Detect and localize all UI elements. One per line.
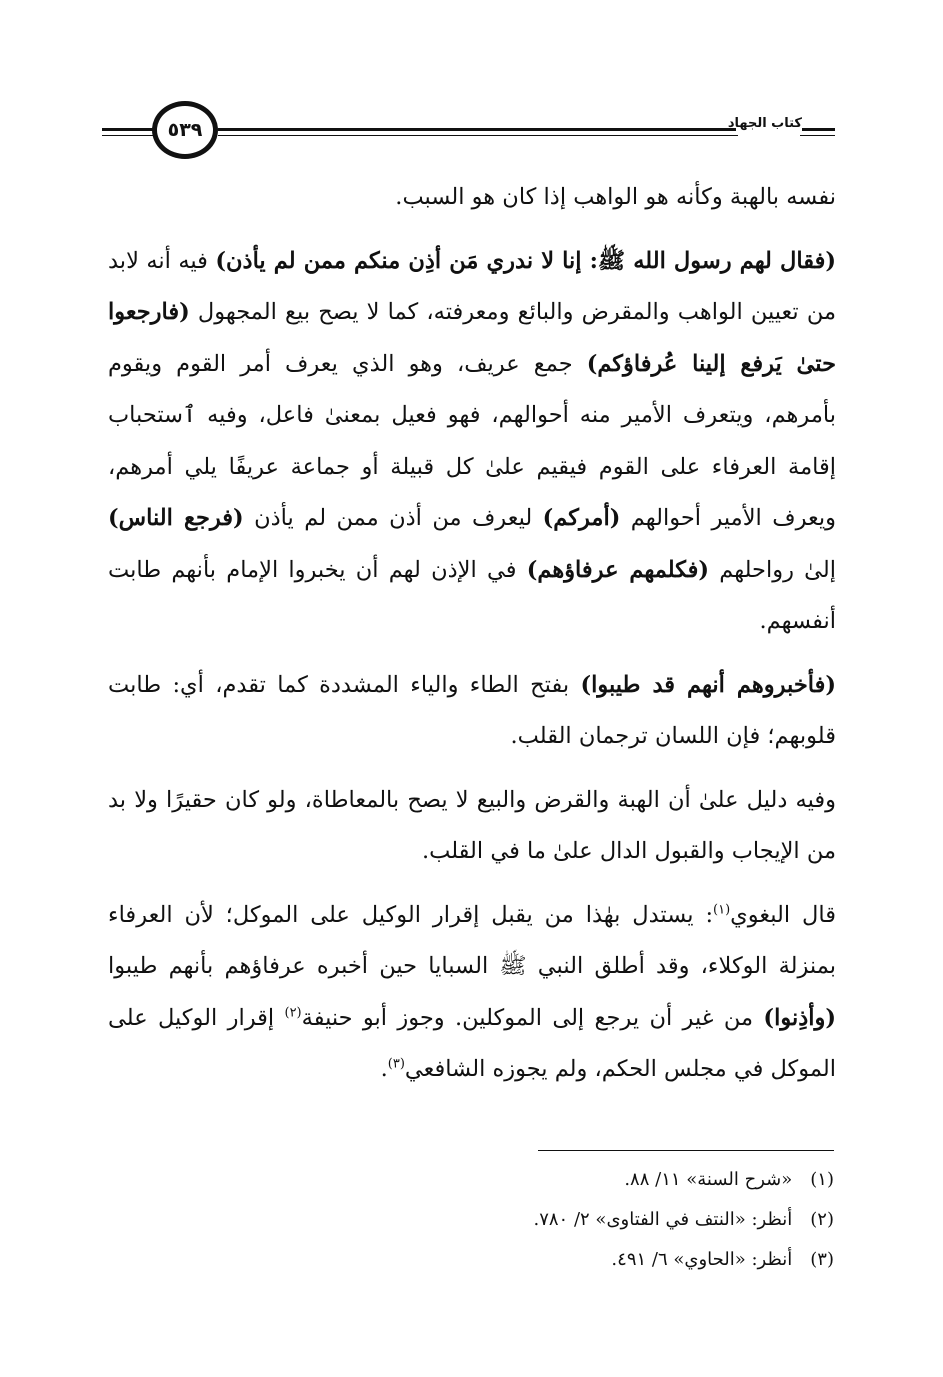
- footnote-text: «شرح السنة» ١١/ ٨٨.: [624, 1169, 793, 1190]
- page-number-badge: [152, 101, 218, 159]
- paragraph: [108, 890, 836, 1096]
- chapter-title: كتاب الجهاد: [727, 116, 802, 131]
- text-run: بفتح الطاء والياء المشددة كما تقدم، أي: طابت قلوبهم؛ فإن اللسان ترجمان القلب.: [108, 671, 836, 749]
- text-run: ليعرف من أذن ممن لم يأذن: [243, 505, 543, 531]
- page-header: [100, 100, 835, 166]
- text-run: .: [380, 1056, 388, 1082]
- text-run: نفسه بالهبة وكأنه هو الواهب إذا كان هو السبب.: [395, 184, 836, 210]
- header-rule: [218, 128, 738, 131]
- footnotes: [108, 1160, 834, 1280]
- footnote-separator: [538, 1150, 834, 1151]
- quoted-hadith: (فرجع الناس): [108, 505, 244, 531]
- text-run: جمع عريف، وهو الذي يعرف أمر القوم ويقوم بأمرهم، ويتعرف الأمير منه أحوالهم، فهو فعيل بمعنىٰ فاعل، وفيه ٱستحباب إقامة العرفاء على القوم فيقيم علىٰ كل قبيلة أو جماعة عريفًا يلي أمرهم، ويعرف الأمير أحوالهم: [108, 350, 836, 531]
- quoted-hadith: (فارجعوا حتىٰ يَرفع إلينا عُرفاؤكم): [108, 299, 836, 377]
- main-text: [108, 172, 836, 1096]
- footnote: [108, 1200, 834, 1240]
- quoted-hadith: (أمركم): [542, 505, 621, 531]
- footnote-ref[interactable]: (٢): [284, 1005, 302, 1020]
- header-rule: [218, 135, 738, 136]
- text-run: إقرار الوكيل على الموكل في مجلس الحكم، ولم يجوزه الشافعي: [108, 1004, 836, 1082]
- header-rule: [800, 135, 835, 136]
- footnote-number: (١): [810, 1169, 834, 1190]
- footnote: [108, 1160, 834, 1200]
- footnote-ref[interactable]: (١): [713, 902, 731, 917]
- quoted-hadith: (وأذِنوا): [763, 1004, 836, 1031]
- text-run: فيه أنه لابد من تعيين الواهب والمقرض والبائع ومعرفته، كما لا يصح بيع المجهول: [108, 247, 836, 325]
- paragraph: [108, 775, 836, 878]
- footnote-number: (٣): [810, 1249, 834, 1270]
- quoted-hadith: (فكلمهم عرفاؤهم): [526, 556, 710, 583]
- footnote-number: (٢): [810, 1209, 834, 1230]
- page-number: ٥٣٩: [167, 119, 203, 141]
- paragraph: [108, 660, 836, 763]
- text-run: : يستدل بهٰذا من يقبل إقرار الوكيل على الموكل؛ لأن العرفاء بمنزلة الوكلاء، وقد أطلق النبي ﷺ السبايا حين أخبره عرفاؤهم بأنهم طيبوا: [108, 901, 836, 979]
- footnote-text: أنظر: «الحاوي» ٦/ ٤٩١.: [611, 1249, 793, 1270]
- footnote: [108, 1240, 834, 1280]
- text-run: من غير أن يرجع إلى الموكلين. وجوز أبو حنيفة: [301, 1004, 764, 1031]
- text-run: وفيه دليل علىٰ أن الهبة والقرض والبيع لا يصح بالمعاطاة، ولو كان حقيرًا ولا بد من الإيجاب والقبول الدال علىٰ ما في القلب.: [108, 786, 836, 864]
- header-rule: [102, 128, 154, 131]
- paragraph: [108, 172, 836, 224]
- text-run: في الإذن لهم أن يخبروا الإمام بأنهم طابت أنفسهم.: [108, 556, 836, 634]
- quoted-hadith: (فقال لهم رسول الله ﷺ: إنا لا ندري مَن أذِن منكم ممن لم يأذن): [215, 247, 837, 274]
- quoted-hadith: (فأخبروهم أنهم قد طيبوا): [580, 671, 836, 698]
- text-run: إلىٰ رواحلهم: [709, 556, 837, 583]
- footnote-ref[interactable]: (٣): [387, 1056, 405, 1072]
- header-rule: [800, 128, 835, 131]
- paragraph: [108, 236, 836, 648]
- text-run: قال البغوي: [730, 901, 836, 928]
- footnote-text: أنظر: «النتف في الفتاوى» ٢/ ٧٨٠.: [533, 1209, 793, 1230]
- header-rule: [102, 135, 154, 136]
